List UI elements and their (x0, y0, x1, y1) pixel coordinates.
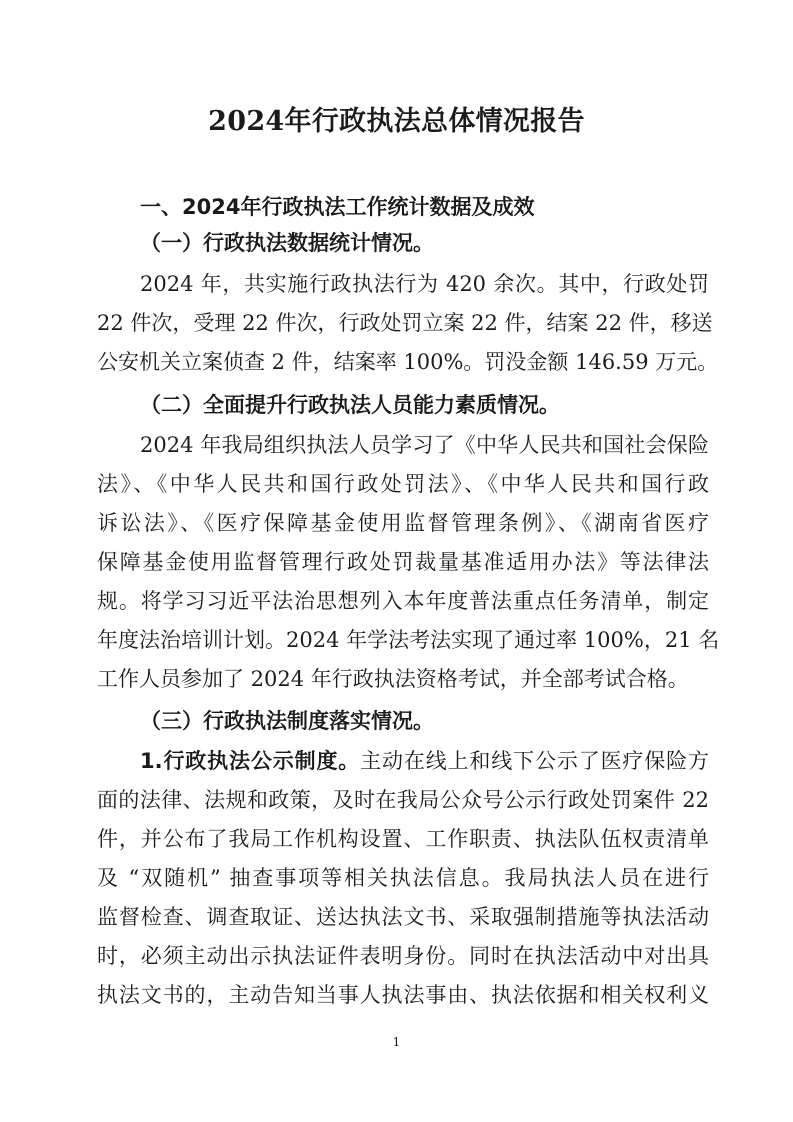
paragraph-line: 法》、《中华人民共和国行政处罚法》、《中华人民共和国行政 (97, 472, 709, 496)
item-lead: 1.行政执法公示制度。 (140, 749, 361, 773)
paragraph-line: 22 件次，受理 22 件次，行政处罚立案 22 件，结案 22 件，移送 (97, 311, 713, 335)
subsection-heading-2: （二）全面提升行政执法人员能力素质情况。 (140, 393, 560, 417)
paragraph-line: 件，并公布了我局工作机构设置、工作职责、执法队伍权责清单 (97, 827, 709, 851)
document-title: 2024年行政执法总体情况报告 (208, 106, 585, 137)
paragraph-line: 规。将学习习近平法治思想列入本年度普法重点任务清单，制定 (97, 589, 709, 613)
paragraph-line: 监督检查、调查取证、送达执法文书、采取强制措施等执法活动 (97, 905, 709, 929)
paragraph-line (140, 740, 709, 782)
paragraph-line: 执法文书的，主动告知当事人执法事由、执法依据和相关权利义 (97, 983, 709, 1007)
subsection-heading-3: （三）行政执法制度落实情况。 (140, 709, 434, 733)
paragraph-line: 时，必须主动出示执法证件表明身份。同时在执法活动中对出具 (97, 944, 709, 968)
section-heading-1: 一、2024年行政执法工作统计数据及成效 (140, 195, 535, 219)
page-number: 1 (392, 1035, 401, 1049)
item-text: 主动在线上和线下公示了医疗保险方 (360, 749, 709, 773)
subsection-heading-1: （一）行政执法数据统计情况。 (140, 231, 434, 255)
paragraph-line: 诉讼法》、《医疗保障基金使用监督管理条例》、《湖南省医疗 (97, 511, 709, 535)
paragraph-line: 保障基金使用监督管理行政处罚裁量基准适用办法》等法律法 (97, 550, 709, 574)
paragraph-line: 年度法治培训计划。2024 年学法考法实现了通过率 100%，21 名 (97, 628, 720, 652)
paragraph-line: 工作人员参加了 2024 年行政执法资格考试，并全部考试合格。 (97, 667, 689, 691)
paragraph-line: 2024 年我局组织执法人员学习了《中华人民共和国社会保险 (140, 433, 709, 457)
paragraph-line: 面的法律、法规和政策，及时在我局公众号公示行政处罚案件 22 (97, 788, 709, 812)
paragraph-line: 公安机关立案侦查 2 件，结案率 100%。罚没金额 146.59 万元。 (97, 350, 719, 374)
paragraph-line: 2024 年，共实施行政执法行为 420 余次。其中，行政处罚 (140, 272, 709, 296)
paragraph-line: 及 “双随机” 抽查事项等相关执法信息。我局执法人员在进行 (97, 866, 709, 890)
